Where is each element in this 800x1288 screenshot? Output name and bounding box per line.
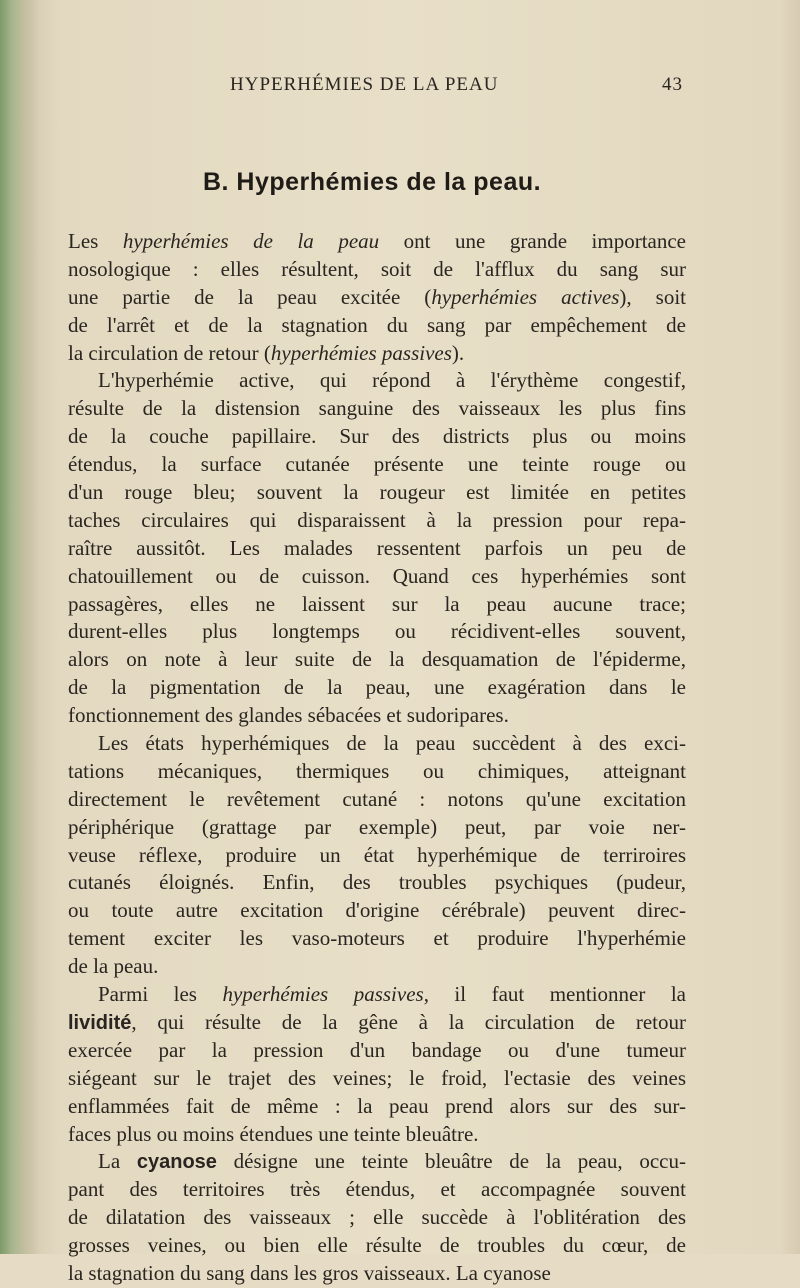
italic-term: hyperhémies actives [431, 284, 620, 309]
text-span: chatouillement ou de cuisson. Quand ces hyperhémies sont [68, 563, 686, 588]
text-line [68, 451, 686, 479]
text-span: de l'arrêt et de la stagnation du sang par empêchement de [68, 312, 686, 337]
text-span: ). [451, 340, 465, 365]
section-title: B. Hyperhémies de la peau. [202, 168, 542, 196]
bold-term: lividité [68, 1011, 132, 1034]
text-span: durent-elles plus longtemps ou récidivent-elles souvent, [68, 619, 686, 644]
text-line [68, 1009, 686, 1037]
text-span: exercée par la pression d'un bandage ou d'une tumeur [68, 1037, 686, 1062]
text-span: taches circulaires qui disparaissent à la pression pour repa- [68, 507, 686, 532]
book-spine-edge [0, 0, 40, 1254]
text-line [68, 674, 686, 702]
text-line [68, 1232, 686, 1260]
text-line [68, 1037, 686, 1065]
running-title: HYPERHÉMIES DE LA PEAU [230, 74, 499, 95]
text-span: ont une grande importance [379, 229, 686, 253]
text-line [68, 925, 686, 953]
text-line [68, 507, 686, 535]
text-line [68, 869, 686, 897]
text-span: Les états hyperhémiques de la peau succèdent à des exci- [98, 731, 686, 756]
text-span: d'un rouge bleu; souvent la rougeur est limitée en petites [68, 480, 686, 505]
text-span: ou toute autre excitation d'origine cérébrale) peuvent direc- [68, 898, 686, 923]
text-line [68, 1065, 686, 1093]
text-span: Les [68, 229, 123, 253]
text-span: ), soit [619, 284, 686, 309]
page-header [60, 74, 683, 104]
text-span: , qui résulte de la gêne à la circulation de retour [131, 1009, 686, 1034]
text-span: cutanés éloignés. Enfin, des troubles psychiques (pudeur, [68, 870, 686, 895]
text-line [68, 842, 686, 870]
text-span: fonctionnement des glandes sébacées et sudoripares. [68, 703, 509, 728]
text-span: étendus, la surface cutanée présente une teinte rouge ou [68, 452, 686, 477]
text-line [68, 228, 686, 256]
text-span: tement exciter les vaso-moteurs et produire l'hyperhémie [68, 926, 686, 951]
text-span: faces plus ou moins étendues une teinte bleuâtre. [68, 1121, 479, 1146]
text-line [68, 1148, 686, 1176]
text-span: nosologique : elles résultent, soit de l'afflux du sang sur [68, 256, 686, 281]
italic-term: hyperhémies passives [270, 340, 452, 365]
text-line [68, 702, 686, 730]
text-span: L'hyperhémie active, qui répond à l'érythème congestif, [98, 368, 686, 393]
text-line [68, 1176, 686, 1204]
text-span: Parmi les [98, 982, 223, 1007]
text-line [68, 730, 686, 758]
text-span: alors on note à leur suite de la desquamation de l'épiderme, [68, 647, 686, 672]
text-line [68, 981, 686, 1009]
text-span: résulte de la distension sanguine des vaisseaux les plus fins [68, 396, 686, 421]
bold-term: cyanose [136, 1151, 217, 1174]
italic-term: hyperhémies de la peau [122, 229, 380, 253]
text-line [68, 367, 686, 395]
text-line [68, 591, 686, 619]
page-number: 43 [662, 74, 683, 95]
text-span: la stagnation du sang dans les gros vaisseaux. La cyanose [68, 1260, 551, 1285]
text-span: veuse réflexe, produire un état hyperhémique de terriroires [68, 842, 686, 867]
text-line [68, 814, 686, 842]
body-text [68, 228, 686, 1288]
text-line [68, 535, 686, 563]
text-span: , il faut mentionner la [423, 982, 686, 1007]
text-span: périphérique (grattage par exemple) peut, par voie ner- [68, 814, 686, 839]
text-line [68, 340, 686, 368]
text-span: de la pigmentation de la peau, une exagération dans le [68, 675, 686, 700]
text-span: tations mécaniques, thermiques ou chimiques, atteignant [68, 758, 686, 783]
text-span: La [98, 1149, 137, 1174]
text-line [68, 395, 686, 423]
italic-term: hyperhémies passives [222, 982, 424, 1007]
text-line [68, 423, 686, 451]
text-span: raître aussitôt. Les malades ressentent parfois un peu de [68, 535, 686, 560]
text-line [68, 1093, 686, 1121]
text-line [68, 256, 686, 284]
text-span: de la peau. [68, 954, 159, 979]
text-line [68, 479, 686, 507]
text-span: pant des territoires très étendus, et accompagnée souvent [68, 1177, 686, 1202]
text-span: une partie de la peau excitée ( [68, 284, 432, 309]
text-line [68, 786, 686, 814]
text-span: de dilatation des vaisseaux ; elle succède à l'oblitération des [68, 1205, 686, 1230]
text-line [68, 312, 686, 340]
text-line [68, 646, 686, 674]
text-span: désigne une teinte bleuâtre de la peau, occu- [216, 1149, 686, 1174]
text-span: passagères, elles ne laissent sur la peau aucune trace; [68, 591, 686, 616]
text-line [68, 284, 686, 312]
text-line [68, 618, 686, 646]
text-line [68, 953, 686, 981]
text-span: grosses veines, ou bien elle résulte de troubles du cœur, de [68, 1233, 686, 1258]
text-span: enflammées fait de même : la peau prend alors sur des sur- [68, 1093, 686, 1118]
text-line [68, 758, 686, 786]
text-line [68, 1260, 686, 1288]
text-span: de la couche papillaire. Sur des districts plus ou moins [68, 424, 686, 449]
text-span: siégeant sur le trajet des veines; le froid, l'ectasie des veines [68, 1065, 686, 1090]
text-line [68, 1121, 686, 1149]
text-span: directement le revêtement cutané : notons qu'une excitation [68, 786, 686, 811]
text-line [68, 897, 686, 925]
text-line [68, 1204, 686, 1232]
text-span: la circulation de retour ( [68, 340, 271, 365]
text-line [68, 563, 686, 591]
